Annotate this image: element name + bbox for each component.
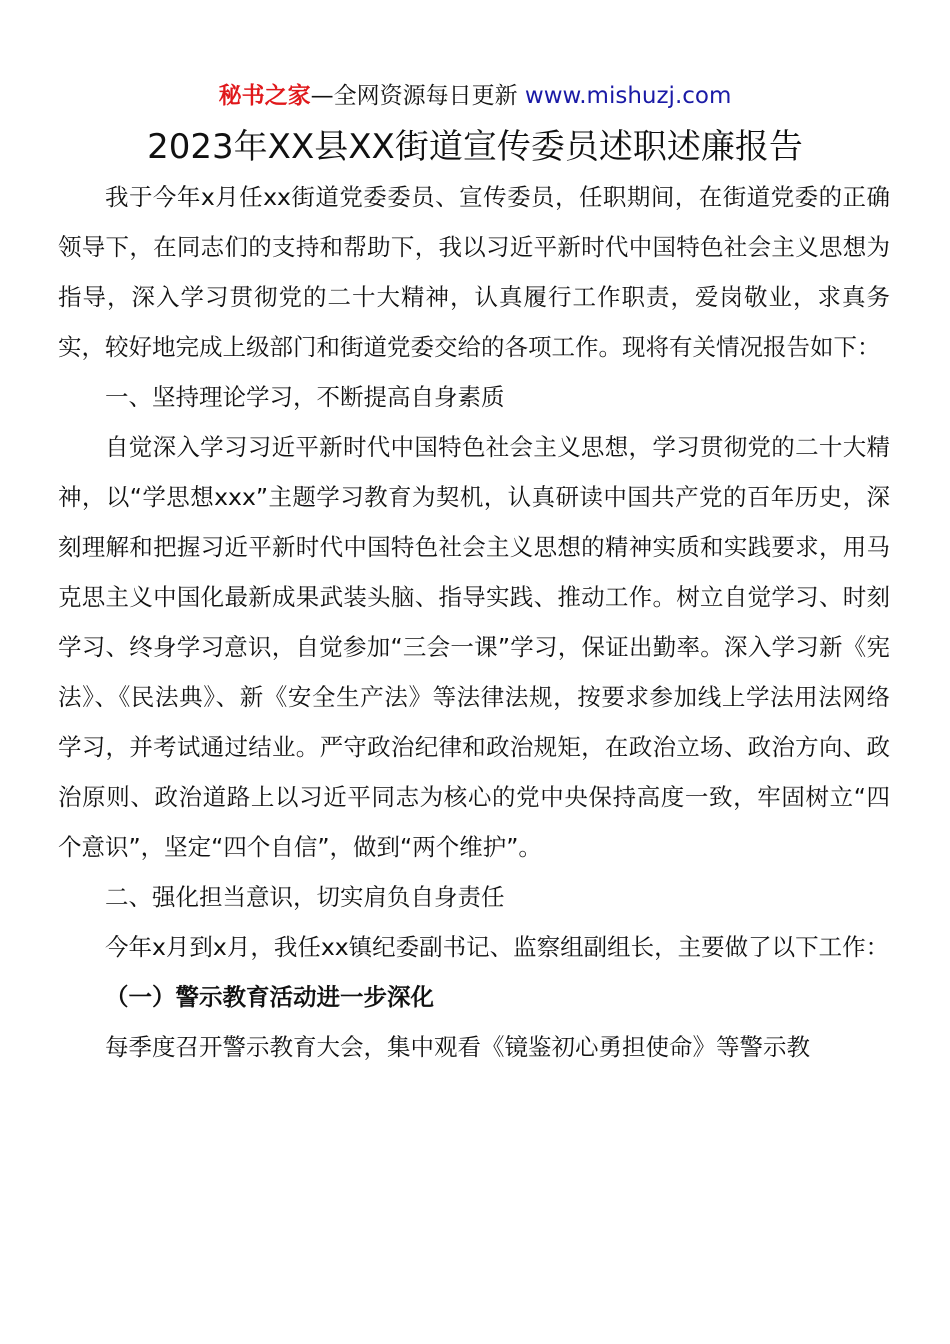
- site-header: [0, 80, 950, 112]
- section-heading-2: 二、强化担当意识，切实肩负自身责任: [105, 883, 505, 911]
- section-heading-1: 一、坚持理论学习，不断提高自身素质: [105, 383, 505, 411]
- site-url[interactable]: www.mishuzj.com: [524, 83, 732, 109]
- site-brand: 秘书之家: [218, 83, 311, 109]
- section-1-paragraph: 自觉深入学习习近平新时代中国特色社会主义思想，学习贯彻党的二十大精神，以“学思想xxx”主题学习教育为契机，认真研读中国共产党的百年历史，深刻理解和把握习近平新时代中国特色社会主义思想的精神实质和实践要求，用马克思主义中国化最新成果武装头脑、指导实践、推动工作。树立自觉学习、时刻学习、终身学习意识，自觉参加“三会一课”学习，保证出勤率。深入学习新《宪法》、《民法典》、新《安全生产法》等法律法规，按要求参加线上学法用法网络学习，并考试通过结业。严守政治纪律和政治规矩，在政治立场、政治方向、政治原则、政治道路上以习近平同志为核心的党中央保持高度一致，牢固树立“四个意识”，坚定“四个自信”，做到“两个维护”。: [58, 433, 890, 861]
- intro-paragraph: 我于今年x月任xx街道党委委员、宣传委员，任职期间，在街道党委的正确领导下，在同志们的支持和帮助下，我以习近平新时代中国特色社会主义思想为指导，深入学习贯彻党的二十大精神，认真履行工作职责，爱岗敬业，求真务实，较好地完成上级部门和街道党委交给的各项工作。现将有关情况报告如下：: [58, 183, 890, 361]
- subsection-1-paragraph: 每季度召开警示教育大会，集中观看《镜鉴初心勇担使命》等警示教: [105, 1033, 810, 1061]
- subsection-heading-1: （一）警示教育活动进一步深化: [105, 983, 434, 1011]
- document-body: [58, 172, 890, 1072]
- document-title: 2023年XX县XX街道宣传委员述职述廉报告: [147, 127, 803, 167]
- section-2-paragraph: 今年x月到x月，我任xx镇纪委副书记、监察组副组长，主要做了以下工作：: [105, 933, 890, 961]
- site-tagline: —全网资源每日更新: [310, 83, 518, 109]
